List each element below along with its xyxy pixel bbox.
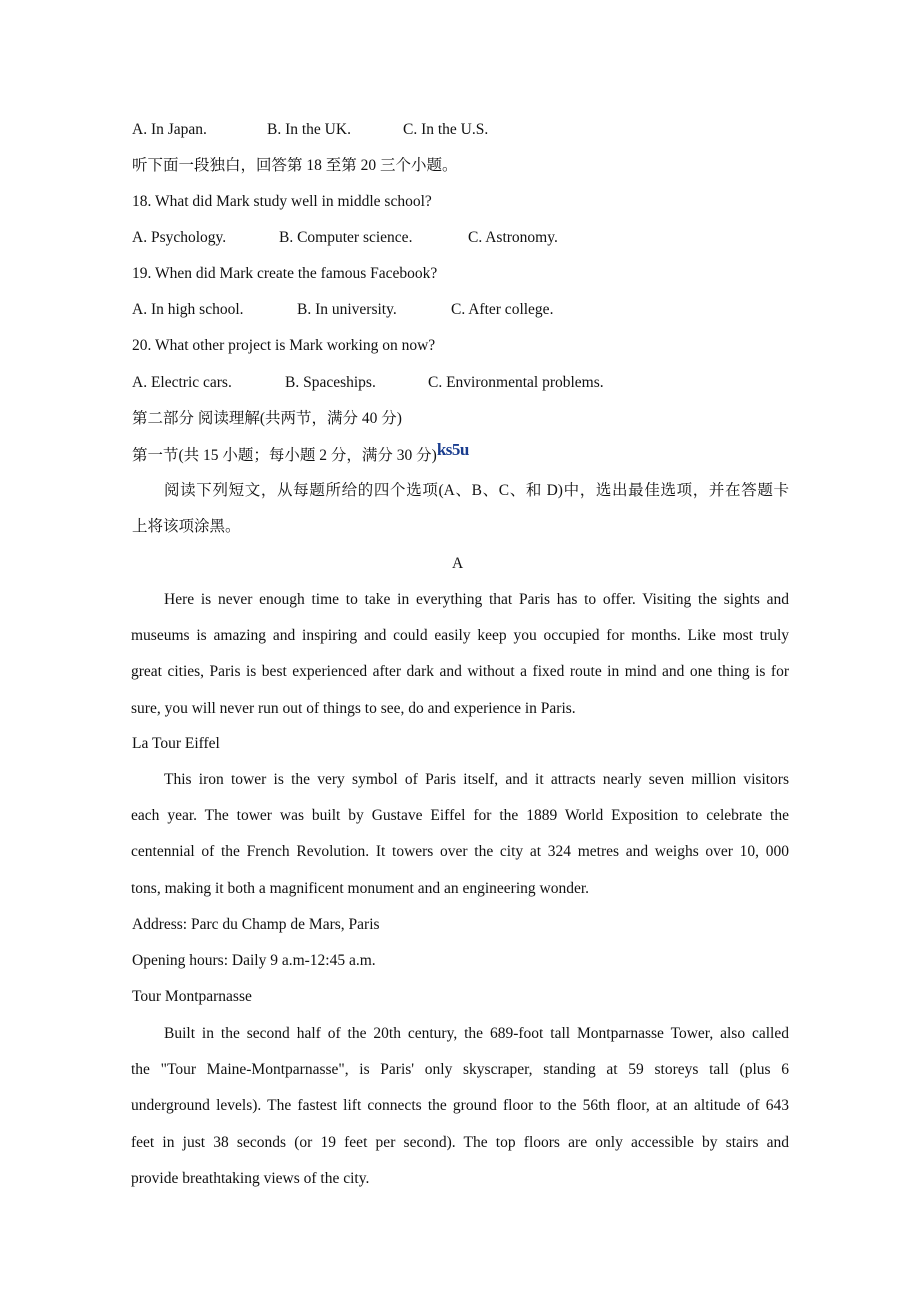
paragraph-line: tons, making it both a magnificent monument and an engineering wonder.	[131, 879, 590, 897]
paragraph-line: provide breathtaking views of the city.	[131, 1169, 370, 1187]
section-heading: La Tour Eiffel	[132, 735, 220, 752]
option-a: A. Electric cars.	[132, 374, 232, 391]
paragraph-line: great cities, Paris is best experienced after dark and without a fixed route in mind and one thing is for	[131, 663, 789, 681]
instructions-line: 阅读下列短文，从每题所给的四个选项(A、B、C、和 D)中，选出最佳选项，并在答题卡	[164, 482, 789, 499]
option-b: B. In university.	[297, 301, 397, 318]
option-a: A. In high school.	[132, 301, 244, 318]
question-19: 19. When did Mark create the famous Facebook?	[132, 265, 438, 282]
passage-label: A	[452, 555, 464, 572]
paragraph-line: Built in the second half of the 20th century, the 689-foot tall Montparnasse Tower, also called	[164, 1025, 789, 1042]
section1-title-text: 第一节(共 15 小题；每小题 2 分，满分 30 分)	[132, 447, 437, 464]
paragraph-line: This iron tower is the very symbol of Paris itself, and it attracts nearly seven million visitors	[164, 771, 789, 788]
ks5u-logo: ks5u	[436, 440, 469, 459]
paragraph-line: centennial of the French Revolution. It towers over the city at 324 metres and weighs over 10, 000	[131, 843, 789, 861]
option-c: C. Astronomy.	[468, 229, 558, 246]
option-a: A. Psychology.	[132, 229, 227, 246]
question-18: 18. What did Mark study well in middle school?	[132, 193, 432, 210]
paragraph-line: museums is amazing and inspiring and could easily keep you occupied for months. Like most truly	[131, 627, 789, 645]
option-c: C. After college.	[451, 301, 554, 318]
paragraph-line: the "Tour Maine-Montparnasse", is Paris' only skyscraper, standing at 59 storeys tall (plus 6	[131, 1061, 789, 1079]
paragraph-line: sure, you will never run out of things to see, do and experience in Paris.	[131, 699, 576, 717]
monologue-intro: 听下面一段独白，回答第 18 至第 20 三个小题。	[132, 157, 458, 174]
section1-title	[132, 440, 469, 465]
option-b: B. Computer science.	[279, 229, 413, 246]
option-c: C. Environmental problems.	[428, 374, 604, 391]
option-b: B. Spaceships.	[285, 374, 376, 391]
hours-line: Opening hours: Daily 9 a.m-12:45 a.m.	[132, 952, 376, 969]
question-20: 20. What other project is Mark working on now?	[132, 337, 436, 354]
paragraph-line: each year. The tower was built by Gustave Eiffel for the 1889 World Exposition to celebrate the	[131, 807, 789, 825]
paragraph-line: feet in just 38 seconds (or 19 feet per second). The top floors are only accessible by stairs and	[131, 1133, 789, 1151]
option-a: A. In Japan.	[132, 121, 207, 138]
option-c: C. In the U.S.	[403, 121, 489, 138]
instructions-line: 上将该项涂黑。	[132, 518, 241, 535]
section-heading: Tour Montparnasse	[132, 988, 252, 1005]
address-line: Address: Parc du Champ de Mars, Paris	[132, 916, 380, 933]
option-b: B. In the UK.	[267, 121, 351, 138]
paragraph-line: underground levels). The fastest lift connects the ground floor to the 56th floor, at an altitude of 643	[131, 1097, 789, 1115]
part2-title: 第二部分 阅读理解(共两节，满分 40 分)	[132, 410, 402, 427]
paragraph-line: Here is never enough time to take in everything that Paris has to offer. Visiting the sights and	[164, 591, 789, 608]
